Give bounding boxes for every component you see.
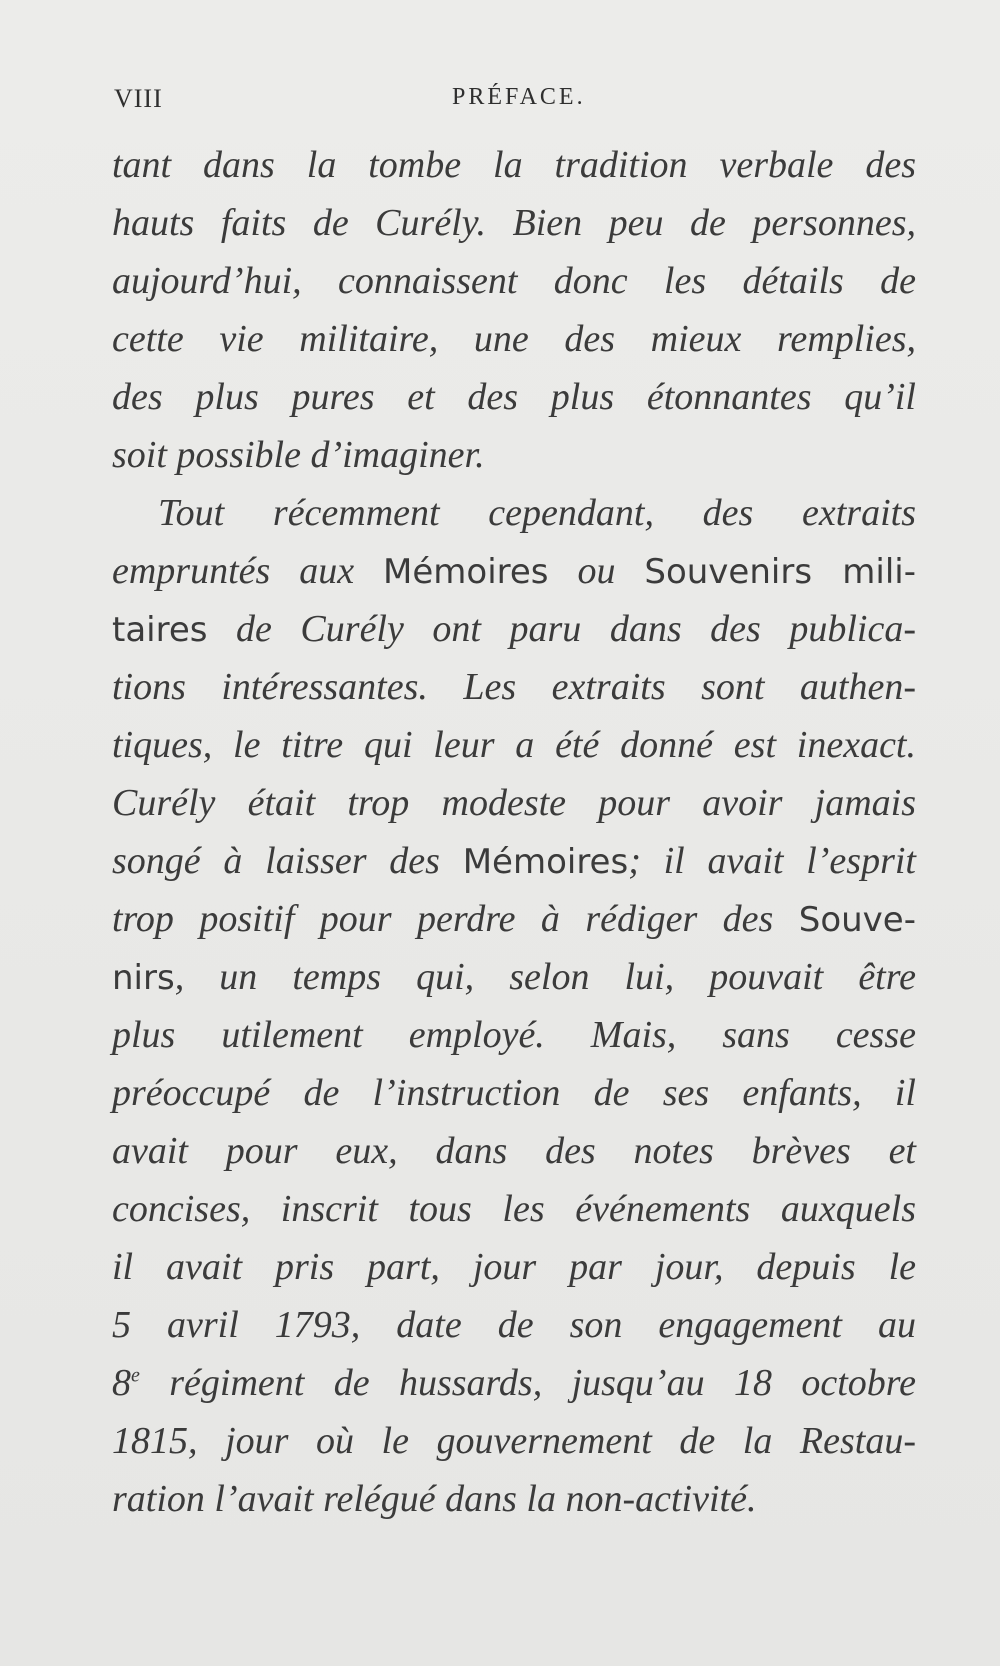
line-text: il avait pris part, jour par jour, depuis le <box>112 1246 916 1288</box>
text-line <box>112 716 916 774</box>
line-text: préoccupé de l’instruction de ses enfants, il <box>112 1072 916 1114</box>
text-line <box>112 426 916 484</box>
line-text: tions intéressantes. Les extraits sont authen- <box>112 666 916 708</box>
running-head <box>114 84 914 124</box>
text-line <box>112 1006 916 1064</box>
text-line <box>112 368 916 426</box>
line-text: 1815, jour où le gouvernement de la Restau- <box>112 1420 916 1462</box>
roman-text: Mémoires <box>383 552 549 592</box>
page-number: VIII <box>114 84 163 113</box>
text-line <box>112 600 916 658</box>
roman-text: Mémoires <box>462 842 629 882</box>
text-line <box>112 832 916 890</box>
text-line <box>112 1180 916 1238</box>
line-text: aujourd’hui, connaissent donc les détails de <box>112 260 916 302</box>
line-text: soit possible d’imaginer. <box>112 434 485 476</box>
text-line <box>112 658 916 716</box>
line-text: trop positif pour perdre à rédiger des <box>112 898 799 940</box>
running-title: PRÉFACE. <box>452 84 586 110</box>
text-line <box>112 1238 916 1296</box>
line-text: avait pour eux, dans des notes brèves et <box>112 1130 916 1172</box>
line-text: empruntés aux <box>112 550 384 592</box>
text-line <box>112 890 916 948</box>
line-text: hauts faits de Curély. Bien peu de personnes, <box>112 202 916 244</box>
body-text <box>112 136 916 1528</box>
line-text: Tout récemment cependant, des extraits <box>158 492 916 534</box>
roman-text: nirs <box>112 958 175 998</box>
line-text: cette vie militaire, une des mieux remplies, <box>112 318 916 360</box>
line-text: tant dans la tombe la tradition verbale des <box>112 144 916 186</box>
superscript: e <box>131 1364 140 1387</box>
text-line <box>112 774 916 832</box>
roman-text: Souve- <box>798 900 916 940</box>
text-line <box>112 1354 916 1412</box>
line-text: songé à laisser des <box>112 840 463 882</box>
text-line <box>112 484 916 542</box>
line-text: Curély était trop modeste pour avoir jamais <box>112 782 916 824</box>
text-line <box>112 252 916 310</box>
text-line <box>112 1412 916 1470</box>
line-text: 8 <box>112 1362 131 1404</box>
text-line <box>112 310 916 368</box>
text-line <box>112 1296 916 1354</box>
line-text: 5 avril 1793, date de son engagement au <box>112 1304 916 1346</box>
text-line <box>112 948 916 1006</box>
line-text: tiques, le titre qui leur a été donné est inexact. <box>112 724 916 766</box>
line-text: ; il avait l’esprit <box>628 840 916 882</box>
text-line <box>112 194 916 252</box>
roman-text: taires <box>112 610 208 650</box>
line-text: ration l’avait relégué dans la non-activité. <box>112 1478 757 1520</box>
line-text: des plus pures et des plus étonnantes qu’il <box>112 376 916 418</box>
line-text: plus utilement employé. Mais, sans cesse <box>112 1014 916 1056</box>
line-text: de Curély ont paru dans des publica- <box>207 608 916 650</box>
text-line <box>112 1470 916 1528</box>
line-text: régiment de hussards, jusqu’au 18 octobre <box>139 1362 916 1404</box>
text-line <box>112 1122 916 1180</box>
line-text: , un temps qui, selon lui, pouvait être <box>174 956 916 998</box>
text-line <box>112 136 916 194</box>
text-line <box>112 1064 916 1122</box>
line-text: concises, inscrit tous les événements auxquels <box>112 1188 916 1230</box>
text-line <box>112 542 916 600</box>
line-text: ou <box>548 550 645 592</box>
roman-text: Souvenirs mili- <box>644 552 916 592</box>
